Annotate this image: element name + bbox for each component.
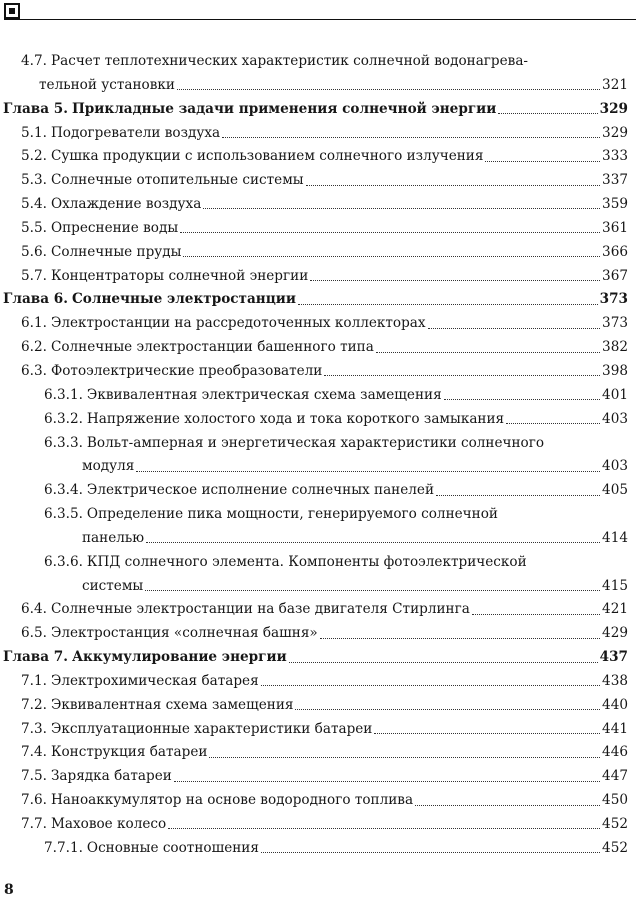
dot-leader — [180, 232, 600, 233]
dot-leader — [145, 590, 600, 591]
toc-entry-continuation[interactable] — [44, 527, 628, 551]
chapter-number: Глава 5. — [3, 100, 68, 117]
dot-leader — [174, 781, 600, 782]
toc-entry-title: Электрическое исполнение солнечных панелей — [86, 482, 435, 499]
dot-leader — [506, 423, 600, 424]
toc-entry-title: Электрохимическая батарея — [50, 672, 259, 689]
toc-entry-title: Напряжение холостого хода и тока короткого замыкания — [86, 410, 505, 427]
page-number: 8 — [4, 882, 14, 898]
dot-leader — [146, 542, 600, 543]
toc-entry-row[interactable] — [21, 336, 628, 360]
toc-page-number: 415 — [602, 577, 628, 594]
toc-entry-row[interactable] — [21, 694, 628, 718]
toc-page-number: 359 — [602, 196, 628, 213]
toc-entry-title-continued: тельной установки — [39, 76, 175, 93]
toc-page-number: 447 — [602, 768, 628, 785]
toc-entry-number: 6.2. — [21, 339, 47, 356]
toc-entry-title: Эквивалентная электрическая схема замещения — [86, 386, 442, 403]
dot-leader — [295, 709, 600, 710]
table-of-contents — [0, 50, 636, 861]
toc-entry-title: Концентраторы солнечной энергии — [50, 267, 309, 284]
toc-entry-row[interactable] — [21, 122, 628, 146]
toc-page-number: 440 — [602, 696, 628, 713]
dot-leader — [168, 828, 600, 829]
toc-entry-title: Фотоэлектрические преобразователи — [50, 362, 323, 379]
toc-page-number: 373 — [599, 291, 628, 308]
toc-entry-row[interactable] — [44, 432, 628, 456]
dot-leader — [261, 852, 600, 853]
toc-entry-number: 6.3.5. — [44, 506, 83, 523]
dot-leader — [222, 137, 600, 138]
toc-entry-row[interactable] — [21, 741, 628, 765]
toc-entry-row[interactable] — [21, 622, 628, 646]
toc-page-number: 367 — [602, 267, 628, 284]
toc-page-number: 373 — [602, 315, 628, 332]
toc-page-number: 329 — [599, 100, 628, 117]
toc-entry-number: 6.1. — [21, 315, 47, 332]
dot-leader — [298, 304, 598, 305]
toc-entry-row[interactable] — [21, 670, 628, 694]
dot-leader — [428, 328, 600, 329]
toc-page-number: 405 — [602, 482, 628, 499]
toc-page-number: 361 — [602, 219, 628, 236]
toc-entry-title-continued: модуля — [82, 458, 135, 475]
dot-leader — [261, 685, 600, 686]
toc-page-number: 337 — [602, 172, 628, 189]
dot-leader — [209, 757, 600, 758]
dot-leader — [320, 638, 600, 639]
toc-entry-number: 6.3.1. — [44, 386, 83, 403]
toc-entry-title-continued: панелью — [82, 529, 145, 546]
toc-entry-row[interactable] — [21, 598, 628, 622]
dot-leader — [444, 399, 600, 400]
dot-leader — [415, 805, 600, 806]
toc-entry-title: Эксплуатационные характеристики батареи — [50, 720, 373, 737]
toc-entry-row[interactable] — [21, 265, 628, 289]
toc-entry-row[interactable] — [21, 813, 628, 837]
dot-leader — [498, 113, 597, 114]
toc-entry-title: Подогреватели воздуха — [50, 124, 221, 141]
toc-entry-number: 6.3.6. — [44, 553, 83, 570]
toc-chapter-row[interactable] — [3, 646, 628, 670]
toc-entry-number: 6.3.3. — [44, 434, 83, 451]
toc-entry-number: 6.4. — [21, 601, 47, 618]
dot-leader — [436, 495, 600, 496]
toc-chapter-row[interactable] — [3, 98, 628, 122]
toc-entry-number: 4.7. — [21, 53, 47, 69]
toc-page-number: 382 — [602, 339, 628, 356]
toc-entry-row[interactable] — [44, 837, 628, 861]
toc-entry-number: 6.3.2. — [44, 410, 83, 427]
toc-entry-number: 7.7. — [21, 816, 47, 832]
dot-leader — [324, 375, 600, 376]
toc-page-number: 452 — [602, 839, 628, 856]
toc-entry-title: Солнечные электростанции на базе двигателя Стирлинга — [50, 601, 470, 618]
toc-entry-row[interactable] — [21, 169, 628, 193]
toc-entry-number: 7.4. — [21, 744, 47, 761]
dot-leader — [472, 614, 600, 615]
toc-entry-row[interactable] — [21, 765, 628, 789]
toc-entry-row[interactable] — [21, 360, 628, 384]
toc-entry-row[interactable] — [44, 384, 628, 408]
toc-entry-row[interactable] — [44, 479, 628, 503]
chapter-number: Глава 6. — [3, 291, 68, 308]
toc-entry-title: Опреснение воды — [50, 219, 179, 236]
toc-entry-title: Вольт-амперная и энергетическая характеристики солнечного — [86, 434, 545, 451]
dot-leader — [289, 662, 598, 663]
toc-entry-title: Электростанция «солнечная башня» — [50, 625, 318, 642]
toc-entry-row[interactable] — [44, 551, 628, 575]
toc-page-number: 329 — [602, 124, 628, 141]
toc-entry-row[interactable] — [21, 50, 628, 74]
toc-entry-title: Расчет теплотехнических характеристик солнечной водонагрева- — [50, 53, 529, 69]
toc-page-number: 452 — [602, 816, 628, 832]
dot-leader — [136, 471, 600, 472]
dot-leader — [310, 280, 600, 281]
toc-entry-row[interactable] — [21, 718, 628, 742]
toc-entry-number: 7.7.1. — [44, 839, 83, 856]
toc-entry-number: 5.6. — [21, 243, 47, 260]
toc-entry-title: Наноаккумулятор на основе водородного топлива — [50, 792, 414, 809]
dot-leader — [183, 256, 600, 257]
header-rule — [4, 19, 636, 20]
toc-entry-title: Сушка продукции с использованием солнечного излучения — [50, 148, 484, 165]
toc-page-number: 333 — [602, 148, 628, 165]
toc-entry-row[interactable] — [21, 217, 628, 241]
toc-entry-number: 7.3. — [21, 720, 47, 737]
toc-entry-title-continued: системы — [82, 577, 144, 594]
toc-entry-number: 6.3.4. — [44, 482, 83, 499]
toc-entry-title: Конструкция батареи — [50, 744, 208, 761]
toc-page-number: 401 — [602, 386, 628, 403]
toc-entry-row[interactable] — [21, 193, 628, 217]
dot-leader — [485, 161, 600, 162]
toc-entry-title: Эквивалентная схема замещения — [50, 696, 294, 713]
toc-page-number: 446 — [602, 744, 628, 761]
toc-entry-number: 5.1. — [21, 124, 47, 141]
toc-page-number: 441 — [602, 720, 628, 737]
toc-entry-number: 5.2. — [21, 148, 47, 165]
toc-entry-number: 5.5. — [21, 219, 47, 236]
toc-page-number: 403 — [602, 458, 628, 475]
toc-entry-title: КПД солнечного элемента. Компоненты фотоэлектрической — [86, 553, 527, 570]
dot-leader — [376, 352, 600, 353]
toc-entry-number: 6.3. — [21, 362, 47, 379]
toc-entry-title: Определение пика мощности, генерируемого солнечной — [86, 506, 498, 523]
toc-page-number: 450 — [602, 792, 628, 809]
toc-entry-title: Солнечные пруды — [50, 243, 182, 260]
chapter-number: Глава 7. — [3, 649, 68, 666]
toc-entry-row[interactable] — [21, 312, 628, 336]
toc-entry-number: 5.3. — [21, 172, 47, 189]
toc-entry-continuation[interactable] — [44, 575, 628, 599]
toc-entry-title: Основные соотношения — [86, 839, 259, 856]
toc-entry-title: Электростанции на рассредоточенных коллекторах — [50, 315, 426, 332]
toc-entry-title: Зарядка батареи — [50, 768, 172, 785]
toc-entry-number: 7.1. — [21, 672, 47, 689]
toc-entry-row[interactable] — [21, 145, 628, 169]
toc-entry-title: Охлаждение воздуха — [50, 196, 202, 213]
chapter-title: Солнечные электростанции — [71, 291, 296, 308]
dot-leader — [203, 208, 600, 209]
toc-entry-number: 7.2. — [21, 696, 47, 713]
chapter-title: Аккумулирование энергии — [71, 649, 287, 666]
toc-entry-continuation[interactable] — [21, 74, 628, 98]
toc-page-number: 421 — [602, 601, 628, 618]
toc-entry-number: 6.5. — [21, 625, 47, 642]
toc-entry-title: Солнечные отопительные системы — [50, 172, 304, 189]
toc-page-number: 321 — [602, 76, 628, 93]
dot-leader — [306, 185, 600, 186]
dot-leader — [177, 89, 600, 90]
toc-entry-number: 7.6. — [21, 792, 47, 809]
dot-leader — [374, 733, 600, 734]
toc-entry-row[interactable] — [21, 789, 628, 813]
toc-entry-continuation[interactable] — [44, 455, 628, 479]
header-square-icon — [4, 3, 20, 19]
toc-chapter-row[interactable] — [3, 288, 628, 312]
toc-page-number: 398 — [602, 362, 628, 379]
toc-page-number: 403 — [602, 410, 628, 427]
toc-entry-row[interactable] — [21, 241, 628, 265]
toc-page-number: 437 — [599, 649, 628, 666]
toc-page-number: 366 — [602, 243, 628, 260]
toc-page-number: 429 — [602, 625, 628, 642]
toc-entry-number: 5.7. — [21, 267, 47, 284]
toc-entry-number: 5.4. — [21, 196, 47, 213]
toc-entry-row[interactable] — [44, 408, 628, 432]
chapter-title: Прикладные задачи применения солнечной энергии — [71, 100, 497, 117]
toc-page-number: 438 — [602, 672, 628, 689]
toc-entry-row[interactable] — [44, 503, 628, 527]
toc-page-number: 414 — [602, 529, 628, 546]
toc-entry-title: Маховое колесо — [50, 816, 167, 832]
toc-entry-number: 7.5. — [21, 768, 47, 785]
toc-entry-title: Солнечные электростанции башенного типа — [50, 339, 374, 356]
